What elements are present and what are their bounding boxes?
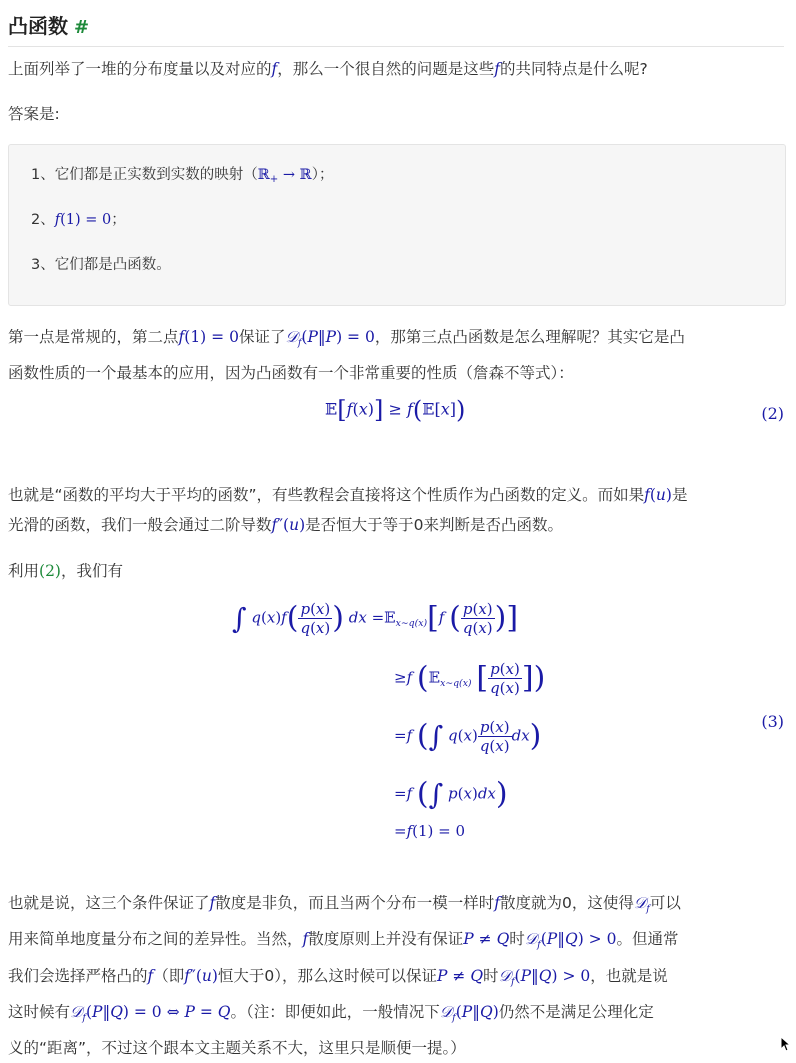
text-run: 利用 — [8, 562, 40, 580]
equation-number-3: (3) — [761, 712, 784, 731]
math-p-neq-q: P ≠ Q — [463, 930, 510, 949]
text-run: 义的“距离”，不过这个跟本文主题关系不大，这里只是顺便一提。） — [8, 1039, 466, 1058]
math-f1-zero: f(1) = 0 — [54, 212, 112, 228]
section-title-text: 凸函数 — [8, 14, 68, 38]
title-divider — [8, 46, 784, 47]
derivation-line-4: =f (∫ p(x)dx) — [394, 776, 508, 812]
paragraph-conclusion — [8, 888, 784, 1063]
math-f-second-derivative: f″(u) — [184, 966, 218, 985]
derivation-line-5: =f(1) = 0 — [394, 822, 466, 840]
text-run: 1、它们都是正实数到实数的映射（ — [31, 167, 258, 183]
equation-jensen: 𝔼[f(x)] ≥ f(𝔼[x]) — [325, 396, 466, 424]
text-run: 恒大于0），那么这时候可以保证 — [217, 966, 438, 985]
mouse-cursor-icon — [780, 1036, 792, 1056]
text-run: 。但通常 — [616, 930, 679, 949]
text-run: 用来简单地度量分布之间的差异性。当然， — [8, 930, 303, 949]
text-run: 第一点是常规的，第二点 — [8, 328, 179, 346]
answer-box — [8, 144, 786, 306]
math-divergence-pp: 𝒟$_f$(P‖P) = 0 — [285, 328, 375, 349]
answer-item-2 — [31, 208, 126, 229]
text-run: 也就是“函数的平均大于平均的函数”，有些教程会直接将这个性质作为凸函数的定义。而如果 — [8, 486, 645, 504]
text-run: 我们会选择严格凸的 — [8, 966, 148, 985]
equation-number-2: (2) — [761, 404, 784, 423]
math-divergence-positive: 𝒟$_f$(P‖Q) > 0 — [524, 930, 617, 951]
text-run: 这时候有 — [8, 1003, 71, 1022]
derivation-line-3: =f (∫ q(x) $\frac{p(x)}{q(x)}$ dx) — [394, 718, 542, 755]
text-run: ）； — [311, 167, 334, 183]
math-mapping: ℝ$_+$ → ℝ — [257, 167, 312, 186]
text-run: ，也就是说 — [590, 966, 668, 985]
text-run: 2、 — [31, 212, 55, 228]
math-f1-zero: f(1) = 0 — [178, 328, 239, 346]
text-run: 是否恒大于等于0来判断是否凸函数。 — [305, 516, 564, 534]
text-run: （即 — [153, 966, 185, 985]
equation-ref-2[interactable]: (2) — [39, 562, 61, 580]
paragraph-using — [8, 556, 784, 586]
math-f: f — [494, 894, 501, 912]
math-f: f — [147, 966, 154, 985]
text-run: ，那么一个很自然的问题是这些 — [277, 60, 495, 78]
answer-item-1 — [31, 163, 333, 185]
text-run: 光滑的函数，我们一般会通过二阶导数 — [8, 516, 272, 534]
math-f: f — [271, 60, 278, 78]
derivation-line-2: ≥f (𝔼$_{x\sim q(x)}$ [ $\frac{p(x)}{q(x)}$ ]) — [394, 660, 546, 697]
math-f: f — [494, 60, 501, 78]
text-run: 时 — [509, 930, 525, 949]
math-f: f — [302, 930, 309, 949]
derivation-line-1: ∫ q(x)f( $\frac{p(x)}{q(x)}$ ) dx =𝔼$_{x\sim q(x)}$[f ( $\frac{p(x)}{q(x)}$ )] — [232, 600, 519, 637]
text-run: 可以 — [649, 894, 681, 912]
math-divergence-positive: 𝒟$_f$(P‖Q) > 0 — [498, 966, 591, 988]
text-run: 也就是说，这三个条件保证了 — [8, 894, 210, 912]
math-df: 𝒟$_f$ — [633, 894, 650, 915]
math-p-neq-q: P ≠ Q — [437, 966, 484, 985]
text-run: 散度就为0，这使得 — [500, 894, 634, 912]
text-run: 函数性质的一个最基本的应用，因为凸函数有一个非常重要的性质（詹森不等式）： — [8, 364, 574, 383]
math-f: f — [209, 894, 216, 912]
text-run: 仍然不是满足公理化定 — [498, 1003, 654, 1022]
text-run: 保证了 — [238, 328, 286, 346]
text-run: ； — [111, 212, 126, 228]
paragraph-intro — [8, 54, 784, 84]
math-fu: f(u) — [644, 486, 672, 504]
paragraph-jensen-note — [8, 480, 784, 540]
text-run: ，我们有 — [60, 562, 123, 580]
text-run: 散度原则上并没有保证 — [308, 930, 464, 949]
text-run: 上面列举了一堆的分布度量以及对应的 — [8, 60, 272, 78]
anchor-link[interactable]: # — [74, 17, 90, 38]
text-run: 时 — [483, 966, 499, 985]
math-f-second-derivative: f″(u) — [271, 516, 306, 534]
text-run: 的共同特点是什么呢? — [500, 60, 648, 78]
math-divergence-iff: 𝒟$_f$(P‖Q) = 0 ⇔ P = Q — [70, 1003, 231, 1024]
section-title — [8, 10, 89, 39]
text-run: 是 — [671, 486, 688, 504]
text-run: 。（注：即便如此，一般情况下 — [230, 1003, 440, 1022]
paragraph-answer: 答案是: — [8, 105, 60, 123]
math-divergence-pq: 𝒟$_f$(P‖Q) — [439, 1003, 499, 1024]
answer-item-3: 3、它们都是凸函数。 — [31, 257, 171, 273]
text-run: ，那第三点凸函数是怎么理解呢？其实它是凸 — [374, 328, 685, 346]
paragraph-explanation — [8, 322, 784, 388]
text-run: 散度是非负，而且当两个分布一模一样时 — [215, 894, 495, 912]
